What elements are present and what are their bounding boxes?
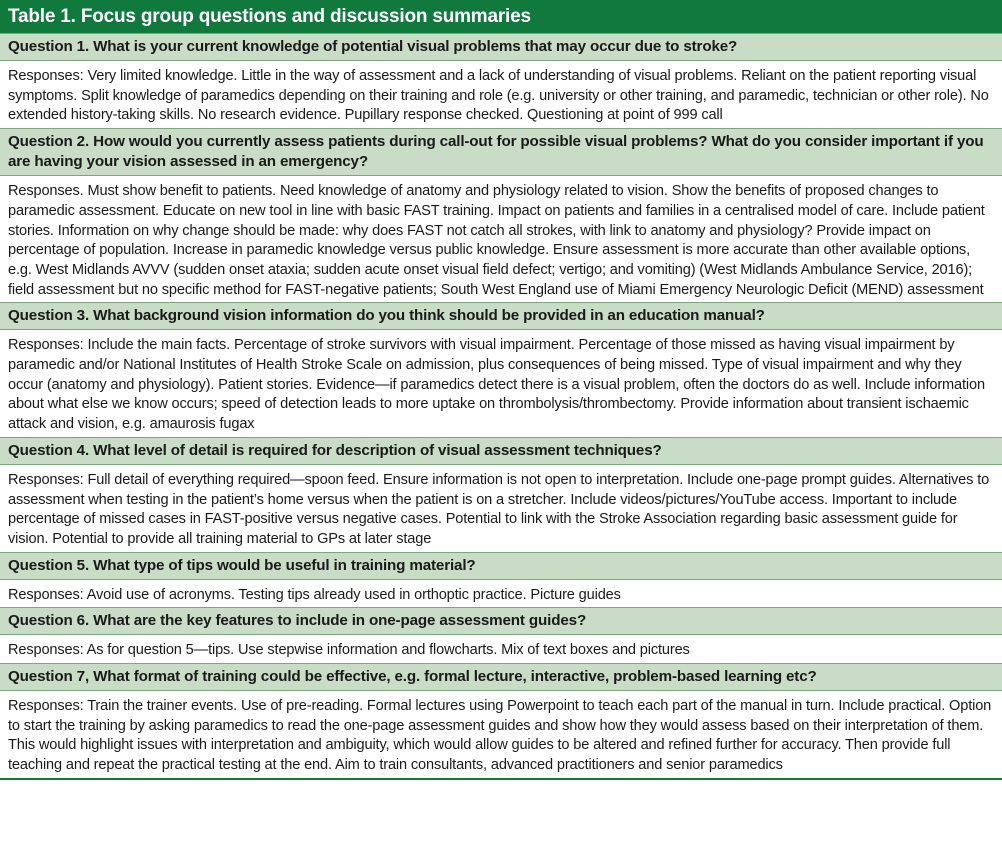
table-title: Table 1. Focus group questions and discussion summaries bbox=[0, 0, 1002, 33]
question-1: Question 1. What is your current knowledge of potential visual problems that may occur due to stroke? bbox=[0, 33, 1002, 61]
response-7: Responses: Train the trainer events. Use of pre-reading. Formal lectures using Powerpoint to teach each part of the manual in turn. Include practical. Option to start the training by asking paramedics to read the one-page assessment guides and show how they would assess based on their interpretation of them. This would highlight issues with interpretation and ambiguity, which would allow guides to be altered and refined further for accuracy. Then provide full teaching and repeat the practical testing at the end. Aim to train consultants, advanced practitioners and senior paramedics bbox=[0, 691, 1002, 778]
table-bottom-rule bbox=[0, 778, 1002, 780]
response-3: Responses: Include the main facts. Percentage of stroke survivors with visual impairment. Percentage of those missed as having visual impairment by paramedic and/or National Institutes of Health Stroke Scale on admission, plus consequences of being missed. Type of visual impairment and why they occur (anatomy and physiology). Patient stories. Evidence—if paramedics detect there is a visual problem, often the doctors do as well. Include information about what else we know occurs; speed of detection leads to more uptake on thrombolysis/thrombectomy. Provide information about transient ischaemic attack and vision, e.g. amaurosis fugax bbox=[0, 330, 1002, 437]
question-2: Question 2. How would you currently assess patients during call-out for possible visual problems? What do you consider important if you are having your vision assessed in an emergency? bbox=[0, 128, 1002, 176]
response-5: Responses: Avoid use of acronyms. Testing tips already used in orthoptic practice. Picture guides bbox=[0, 580, 1002, 608]
question-5: Question 5. What type of tips would be useful in training material? bbox=[0, 552, 1002, 580]
question-4: Question 4. What level of detail is required for description of visual assessment techniques? bbox=[0, 437, 1002, 465]
question-3: Question 3. What background vision information do you think should be provided in an education manual? bbox=[0, 302, 1002, 330]
response-2: Responses. Must show benefit to patients. Need knowledge of anatomy and physiology related to vision. Show the benefits of proposed changes to paramedic assessment. Educate on new tool in line with basic FAST training. Impact on patients and families in a centralised model of care. Include patient stories. Information on why change should be made: why does FAST not catch all strokes, with link to anatomy and physiology? Provide impact on percentage of population. Increase in paramedic knowledge versus public knowledge. Ensure assessment is more accurate than other available options, e.g. West Midlands AVVV (sudden onset ataxia; sudden acute onset visual field defect; vertigo; and vomiting) (West Midlands Ambulance Service, 2016); field assessment but no specific method for FAST-negative patients; South West England use of Miami Emergency Neurologic Deficit (MEND) assessment bbox=[0, 176, 1002, 302]
response-4: Responses: Full detail of everything required—spoon feed. Ensure information is not open to interpretation. Include one-page prompt guides. Alternatives to assessment when testing in the patient’s home versus when the patient is on a stretcher. Include videos/pictures/YouTube access. Important to include percentage of missed cases in FAST-positive versus negative cases. Potential to link with the Stroke Association regarding basic assessment guide for vision. Potential to provide all training material to GPs at later stage bbox=[0, 465, 1002, 552]
response-6: Responses: As for question 5—tips. Use stepwise information and flowcharts. Mix of text boxes and pictures bbox=[0, 635, 1002, 663]
question-6: Question 6. What are the key features to include in one-page assessment guides? bbox=[0, 607, 1002, 635]
question-7: Question 7, What format of training could be effective, e.g. formal lecture, interactive, problem-based learning etc? bbox=[0, 663, 1002, 691]
response-1: Responses: Very limited knowledge. Little in the way of assessment and a lack of understanding of visual problems. Reliant on the patient reporting visual symptoms. Split knowledge of paramedics depending on their training and role (e.g. university or other training, and paramedic, technician or other role). No extended history-taking skills. No research evidence. Pupillary response checked. Questioning at point of 999 call bbox=[0, 61, 1002, 128]
